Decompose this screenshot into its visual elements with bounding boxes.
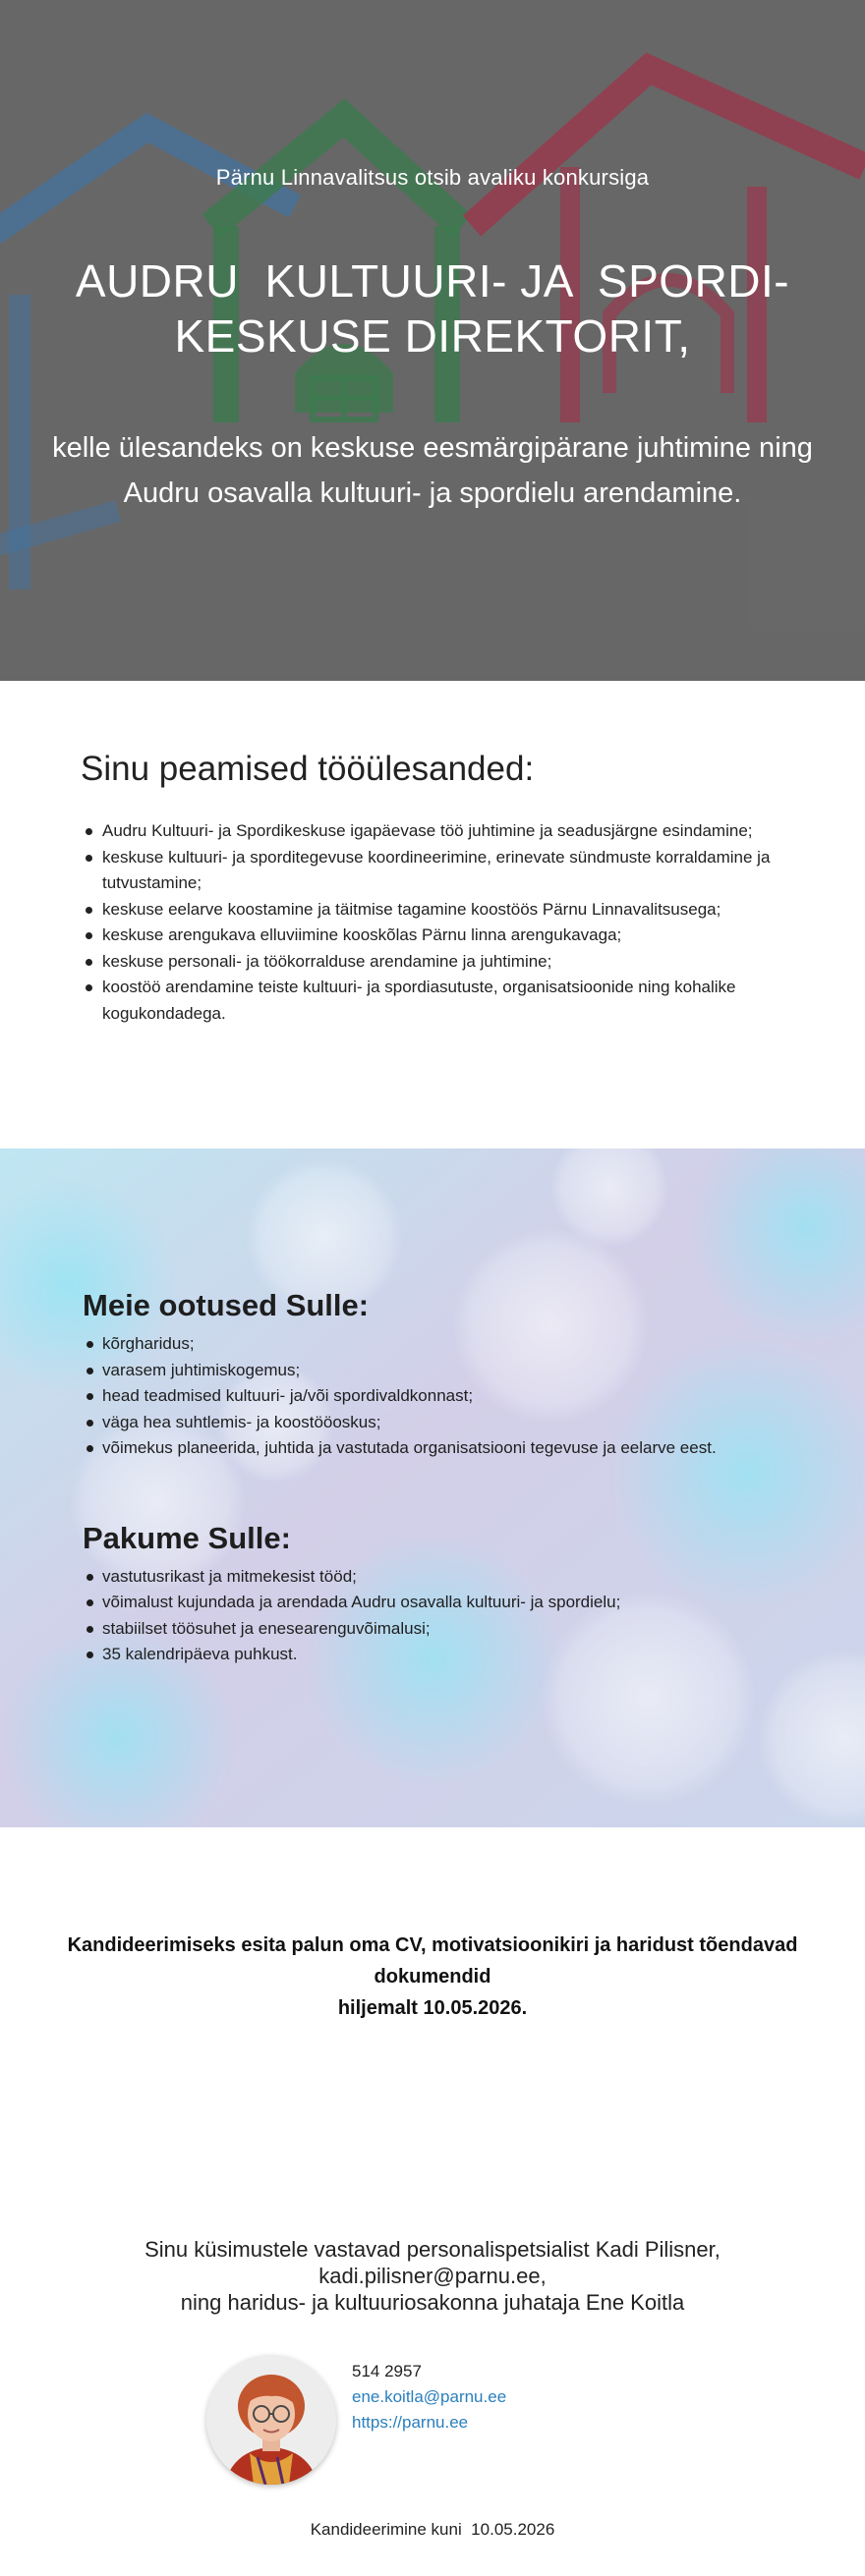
expectations-heading: Meie ootused Sulle: — [83, 1288, 370, 1322]
contact-phone: 514 2957 — [352, 2362, 422, 2380]
application-deadline: Kandideerimine kuni 10.05.2026 — [310, 2520, 555, 2539]
apply-deadline: hiljemalt 10.05.2026. — [337, 1997, 528, 2019]
apply-line1: Kandideerimiseks esita palun oma CV, motivatsioonikiri ja haridust tõendavad dokumendid — [67, 1934, 798, 1988]
apply-section — [0, 1827, 865, 2181]
list-item: vastutusrikast ja mitmekesist tööd; — [83, 1564, 810, 1591]
expectations-list — [83, 1331, 810, 1462]
list-item: kõrgharidus; — [83, 1331, 810, 1358]
tasks-list — [81, 818, 786, 1027]
hero-subtitle-line1: kelle ülesandeks on keskuse eesmärgipärane juhtimine ning — [52, 432, 813, 464]
list-item: head teadmised kultuuri- ja/või spordivaldkonnast; — [83, 1383, 810, 1410]
hero-subtitle — [29, 425, 836, 516]
list-item: keskuse eelarve koostamine ja täitmise tagamine koostöös Pärnu Linnavalitsusega; — [81, 897, 786, 924]
apply-text — [59, 1930, 806, 2024]
tasks-section — [0, 681, 865, 1148]
contact-line3: ning haridus- ja kultuuriosakonna juhataja Ene Koitla — [180, 2290, 685, 2315]
avatar — [206, 2355, 336, 2485]
list-item: koostöö arendamine teiste kultuuri- ja spordiasutuste, organisatsioonide ning kohalike kogukondadega. — [81, 975, 786, 1027]
list-item: võimalust kujundada ja arendada Audru osavalla kultuuri- ja spordielu; — [83, 1590, 810, 1616]
list-item: Audru Kultuuri- ja Spordikeskuse igapäevase töö juhtimine ja seadusjärgne esindamine; — [81, 818, 786, 845]
list-item: keskuse personali- ja töökorralduse arendamine ja juhtimine; — [81, 949, 786, 976]
offer-block — [83, 1521, 810, 1668]
contact-website-link[interactable]: https://parnu.ee — [352, 2413, 469, 2432]
contact-lead — [0, 2236, 865, 2316]
hero-title-line2: KESKUSE DIREKTORIT, — [174, 310, 691, 362]
contact-section — [0, 2181, 865, 2576]
hero-content — [0, 0, 865, 681]
contact-card — [0, 2355, 865, 2502]
portrait-illustration — [206, 2355, 336, 2485]
hero-subtitle-line2: Audru osavalla kultuuri- ja spordielu arendamine. — [123, 477, 742, 509]
tasks-heading: Sinu peamised tööülesanded: — [81, 750, 535, 788]
list-item: 35 kalendripäeva puhkust. — [83, 1642, 810, 1668]
contact-line1: Sinu küsimustele vastavad personalispetsialist Kadi Pilisner, — [144, 2237, 721, 2262]
contact-line2: kadi.pilisner@parnu.ee, — [318, 2264, 547, 2288]
list-item: võimekus planeerida, juhtida ja vastutada organisatsiooni tegevuse ja eelarve eest. — [83, 1435, 810, 1462]
hero-section — [0, 0, 865, 681]
offer-list — [83, 1564, 810, 1668]
hero-title-line1: AUDRU KULTUURI- JA SPORDI- — [75, 255, 790, 307]
list-item: väga hea suhtlemis- ja koostööoskus; — [83, 1410, 810, 1436]
list-item: varasem juhtimiskogemus; — [83, 1358, 810, 1384]
offer-heading: Pakume Sulle: — [83, 1520, 291, 1555]
hero-kicker: Pärnu Linnavalitsus otsib avaliku konkursiga — [215, 165, 650, 190]
list-item: keskuse arengukava elluviimine kooskõlas Pärnu linna arengukavaga; — [81, 923, 786, 949]
contact-email-link[interactable]: ene.koitla@parnu.ee — [352, 2387, 507, 2406]
list-item: keskuse kultuuri- ja sporditegevuse koordineerimine, erinevate sündmuste korraldamine ja tutvustamine; — [81, 845, 786, 897]
hero-title — [59, 253, 806, 364]
expectations-section — [0, 1148, 865, 1827]
contact-details — [352, 2359, 506, 2436]
list-item: stabiilset töösuhet ja enesearenguvõimalusi; — [83, 1616, 810, 1643]
expectations-content — [83, 1288, 810, 1668]
